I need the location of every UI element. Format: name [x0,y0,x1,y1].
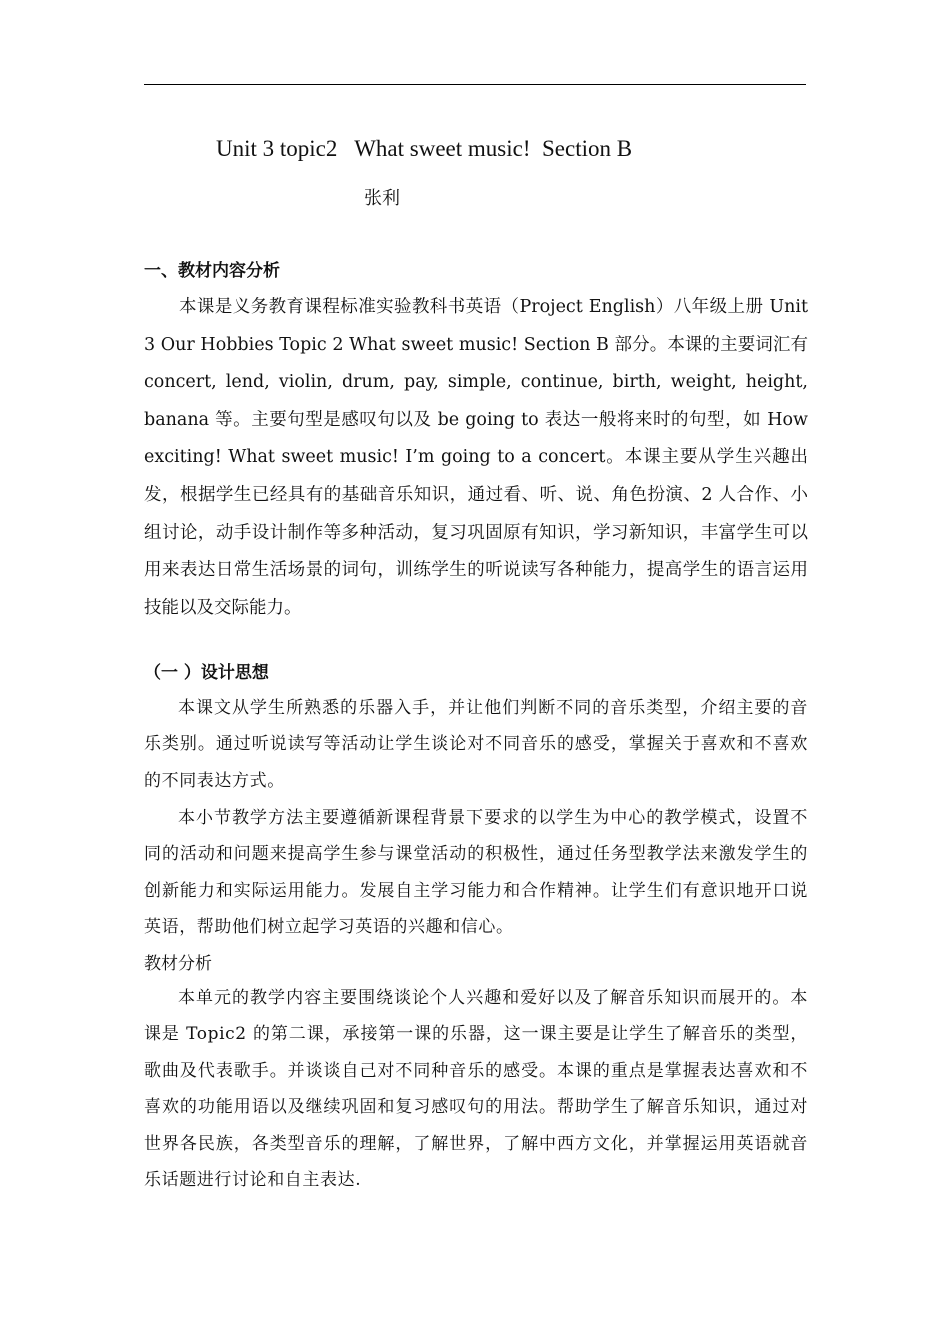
header-rule [144,84,806,85]
textbook-analysis-paragraph: 本单元的教学内容主要围绕谈论个人兴趣和爱好以及了解音乐知识而展开的。本课是 Topic2 的第二课，承接第一课的乐器，这一课主要是让学生了解音乐的类型，歌曲及代表歌手。并谈谈自己对不同种音乐的感受。本课的重点是掌握表达喜欢和不喜欢的功能用语以及继续巩固和复习感叹句的用法。帮助学生了解音乐知识，通过对世界各民族，各类型音乐的理解，了解世界，了解中西方文化，并掌握运用英语就音乐话题进行讨论和自主表达. [144,988,808,1191]
author-name: 张利 [364,188,400,209]
design-idea-paragraph-2: 本小节教学方法主要遵循新课程背景下要求的以学生为中心的教学模式，设置不同的活动和问题来提高学生参与课堂活动的积极性，通过任务型教学法来激发学生的创新能力和实际运用能力。发展自主学习能力和合作精神。让学生们有意识地开口说英语，帮助他们树立起学习英语的兴趣和信心。 [144,808,808,938]
content-analysis-paragraph: 本课是义务教育课程标准实验教科书英语（Project English）八年级上册 Unit 3 Our Hobbies Topic 2 What sweet music! Section B 部分。本课的主要词汇有 concert, lend, violin, drum, pay, simple, continue, birth, weight, height, banana 等。主要句型是感叹句以及 be going to 表达一般将来时的句型，如 How exciting! What sweet music! I’m going to a concert。本课主要从学生兴趣出发，根据学生已经具有的基础音乐知识，通过看、听、说、角色扮演、2 人合作、小组讨论，动手设计制作等多种活动，复习巩固原有知识，学习新知识，丰富学生可以用来表达日常生活场景的词句，训练学生的听说读写各种能力，提高学生的语言运用技能以及交际能力。 [144,297,808,618]
section-heading-content-analysis: 一、教材内容分析 [144,261,280,281]
design-idea-paragraph-1: 本课文从学生所熟悉的乐器入手，并让他们判断不同的音乐类型，介绍主要的音乐类别。通过听说读写等活动让学生谈论对不同音乐的感受，掌握关于喜欢和不喜欢的不同表达方式。 [144,698,808,791]
section-heading-design-idea: （一 ）设计思想 [144,663,269,683]
textbook-analysis-subheading: 教材分析 [144,954,212,974]
document-title: Unit 3 topic2 What sweet music! Section B [216,136,633,161]
